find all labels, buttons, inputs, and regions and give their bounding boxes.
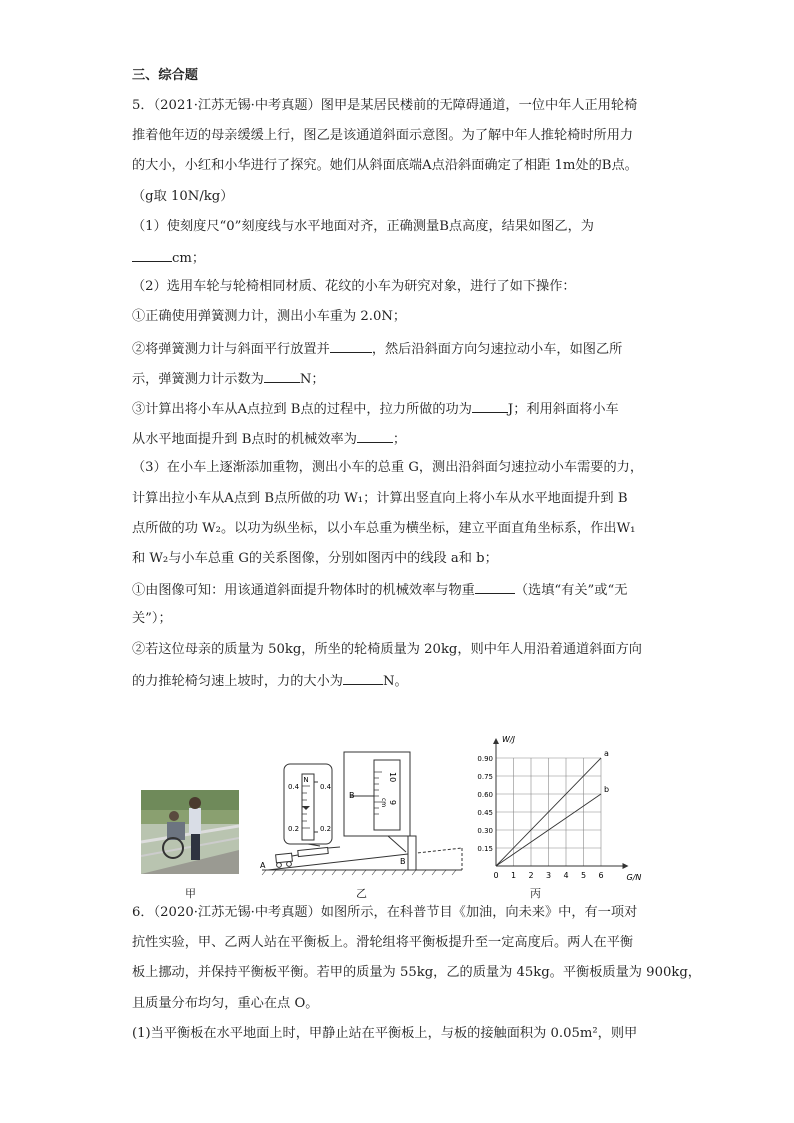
y-tick-label: 0.60 — [477, 791, 493, 799]
q6-line — [132, 1024, 637, 1044]
caption-yi: 乙 — [356, 887, 367, 900]
text-segment: ③计算出将小车从A点拉到 B点的过程中，拉力所做的功为 — [132, 402, 472, 417]
section-title: 三、综合题 — [132, 68, 198, 83]
y-axis-arrow — [493, 738, 499, 744]
caption-jia: 甲 — [185, 887, 196, 900]
q5-line — [132, 217, 594, 237]
text-segment: 点所做的功 W₂。以功为纵坐标，以小车总重为横坐标，建立平面直角坐标系，作出W₁ — [132, 520, 636, 536]
q5-line — [132, 609, 172, 629]
q5-line — [132, 368, 325, 390]
q6-line — [132, 903, 637, 923]
text-segment: ； — [392, 432, 407, 448]
ruler-tick-10: 10 — [388, 772, 397, 783]
x-axis-arrow — [623, 863, 629, 869]
text-segment: N。 — [383, 673, 408, 689]
q5-line — [132, 398, 619, 420]
text-segment: (1)当平衡板在水平地面上时，甲静止站在平衡板上，与板的接触面积为 0.05m²，则甲 — [132, 1025, 638, 1041]
text-segment: 抗性实验，甲、乙两人站在平衡板上。滑轮组将平衡板提升至一定高度后。两人在平衡 — [132, 935, 634, 951]
x-tick-label: 0 — [493, 871, 499, 880]
spring-tick-02-left: 0.2 — [288, 825, 300, 833]
y-tick-label: 0.45 — [477, 809, 493, 817]
q5-line — [132, 156, 638, 176]
q5-line — [132, 247, 205, 269]
x-tick-label: 3 — [545, 871, 552, 880]
q5-line — [132, 307, 406, 327]
answer-blank[interactable] — [343, 670, 383, 685]
text-segment: J；利用斜面将小车 — [507, 402, 619, 417]
answer-blank[interactable] — [472, 398, 508, 413]
point-b-label: B — [400, 857, 406, 866]
q5-line — [132, 187, 233, 207]
caption-bing: 丙 — [530, 887, 541, 900]
answer-blank[interactable] — [264, 368, 300, 383]
ruler-b-label: B — [349, 791, 355, 800]
y-tick-label: 0.30 — [477, 827, 493, 835]
text-segment: 计算出拉小车从A点到 B点所做的功 W₁；计算出竖直向上将小车从水平地面提升到 B — [132, 490, 628, 506]
text-segment: 的力推轮椅匀速上坡时，力的大小为 — [132, 673, 343, 689]
text-segment: cm； — [172, 251, 206, 266]
q5-line — [132, 489, 628, 509]
text-segment: 推着他年迈的母亲缓缓上行，图乙是该通道斜面示意图。为了解中年人推轮椅时所用力 — [132, 128, 634, 144]
spring-unit-label: N — [303, 776, 309, 784]
text-segment: 和 W₂与小车总重 G的关系图像，分别如图丙中的线段 a和 b； — [132, 551, 498, 566]
answer-blank[interactable] — [330, 338, 372, 353]
q5-line — [132, 640, 642, 660]
x-tick-label: 6 — [598, 871, 604, 880]
incline-diagram — [258, 748, 468, 880]
x-tick-label: 4 — [563, 871, 569, 880]
q6-line — [132, 963, 701, 983]
text-segment: 从水平地面提升到 B点时的机械效率为 — [132, 432, 357, 448]
spring-tick-04-left: 0.4 — [288, 783, 300, 791]
y-axis-label: W/J — [502, 735, 515, 744]
text-segment: （2）选用车轮与轮椅相同材质、花纹的小车为研究对象，进行了如下操作： — [132, 279, 576, 295]
x-tick-label: 2 — [528, 871, 534, 880]
q5-line — [132, 549, 498, 569]
text-segment: ②将弹簧测力计与斜面平行放置并 — [132, 341, 330, 357]
answer-blank[interactable] — [357, 428, 393, 443]
text-segment: ①正确使用弹簧测力计，测出小车重为 2.0N； — [132, 309, 407, 325]
text-segment: （g取 10N/kg） — [132, 188, 234, 204]
x-axis-label: G/N — [626, 873, 642, 882]
q5-line — [132, 519, 635, 539]
q5-line — [132, 277, 576, 297]
text-segment: ②若这位母亲的质量为 50kg，所坐的轮椅质量为 20kg，则中年人用沿着通道斜面方向 — [132, 641, 642, 657]
q5-line — [132, 96, 637, 116]
x-tick-label: 5 — [580, 871, 587, 880]
text-segment: （选填“有关”或“无 — [514, 583, 628, 599]
text-segment: 且质量分布均匀，重心在点 O。 — [132, 995, 319, 1011]
ruler-unit: cm — [380, 798, 387, 808]
text-segment: N； — [299, 371, 325, 387]
q5-line — [132, 338, 622, 360]
y-tick-label: 0.75 — [477, 773, 493, 781]
ruler-tick-9: 9 — [388, 800, 397, 806]
answer-blank[interactable] — [475, 579, 515, 594]
x-tick-label: 1 — [510, 871, 517, 880]
y-tick-label: 0.15 — [477, 845, 493, 853]
text-segment: 示，弹簧测力计示数为 — [132, 371, 264, 387]
photo-ramp-wheelchair — [141, 790, 239, 874]
spring-tick-02-right: 0.2 — [320, 825, 332, 833]
q5-line — [132, 126, 633, 146]
series-label-b: b — [604, 785, 610, 794]
text-segment: ①由图像可知：用该通道斜面提升物体时的机械效率与物重 — [132, 583, 475, 599]
q5-line — [132, 670, 408, 692]
text-segment: 的大小，小红和小华进行了探究。她们从斜面底端A点沿斜面确定了相距 1m处的B点。 — [132, 158, 638, 174]
text-segment: ，然后沿斜面方向匀速拉动小车，如图乙所 — [371, 341, 623, 357]
q6-line — [132, 994, 318, 1014]
series-label-a: a — [604, 749, 609, 758]
q5-line — [132, 428, 406, 450]
q5-line — [132, 458, 643, 478]
text-segment: （3）在小车上逐渐添加重物，测出小车的总重 G，测出沿斜面匀速拉动小车需要的力， — [132, 460, 644, 476]
text-segment: （1）使刻度尺“0”刻度线与水平地面对齐，正确测量B点高度，结果如图乙，为 — [132, 218, 594, 234]
spring-tick-04-right: 0.4 — [320, 783, 332, 791]
point-a-label: A — [260, 861, 266, 870]
work-weight-chart — [468, 728, 648, 884]
y-tick-label: 0.90 — [477, 755, 493, 763]
text-segment: 板上挪动，并保持平衡板平衡。若甲的质量为 55kg，乙的质量为 45kg。平衡板质量为 900kg， — [132, 965, 701, 981]
q6-line — [132, 933, 633, 953]
text-segment: 6．（2020·江苏无锡·中考真题）如图所示，在科普节目《加油，向未来》中，有一项对 — [132, 905, 638, 920]
text-segment: 5．（2021·江苏无锡·中考真题）图甲是某居民楼前的无障碍通道，一位中年人正用轮椅 — [132, 98, 638, 113]
q5-line — [132, 579, 627, 601]
text-segment: 关”）； — [132, 611, 172, 627]
answer-blank[interactable] — [132, 247, 172, 262]
